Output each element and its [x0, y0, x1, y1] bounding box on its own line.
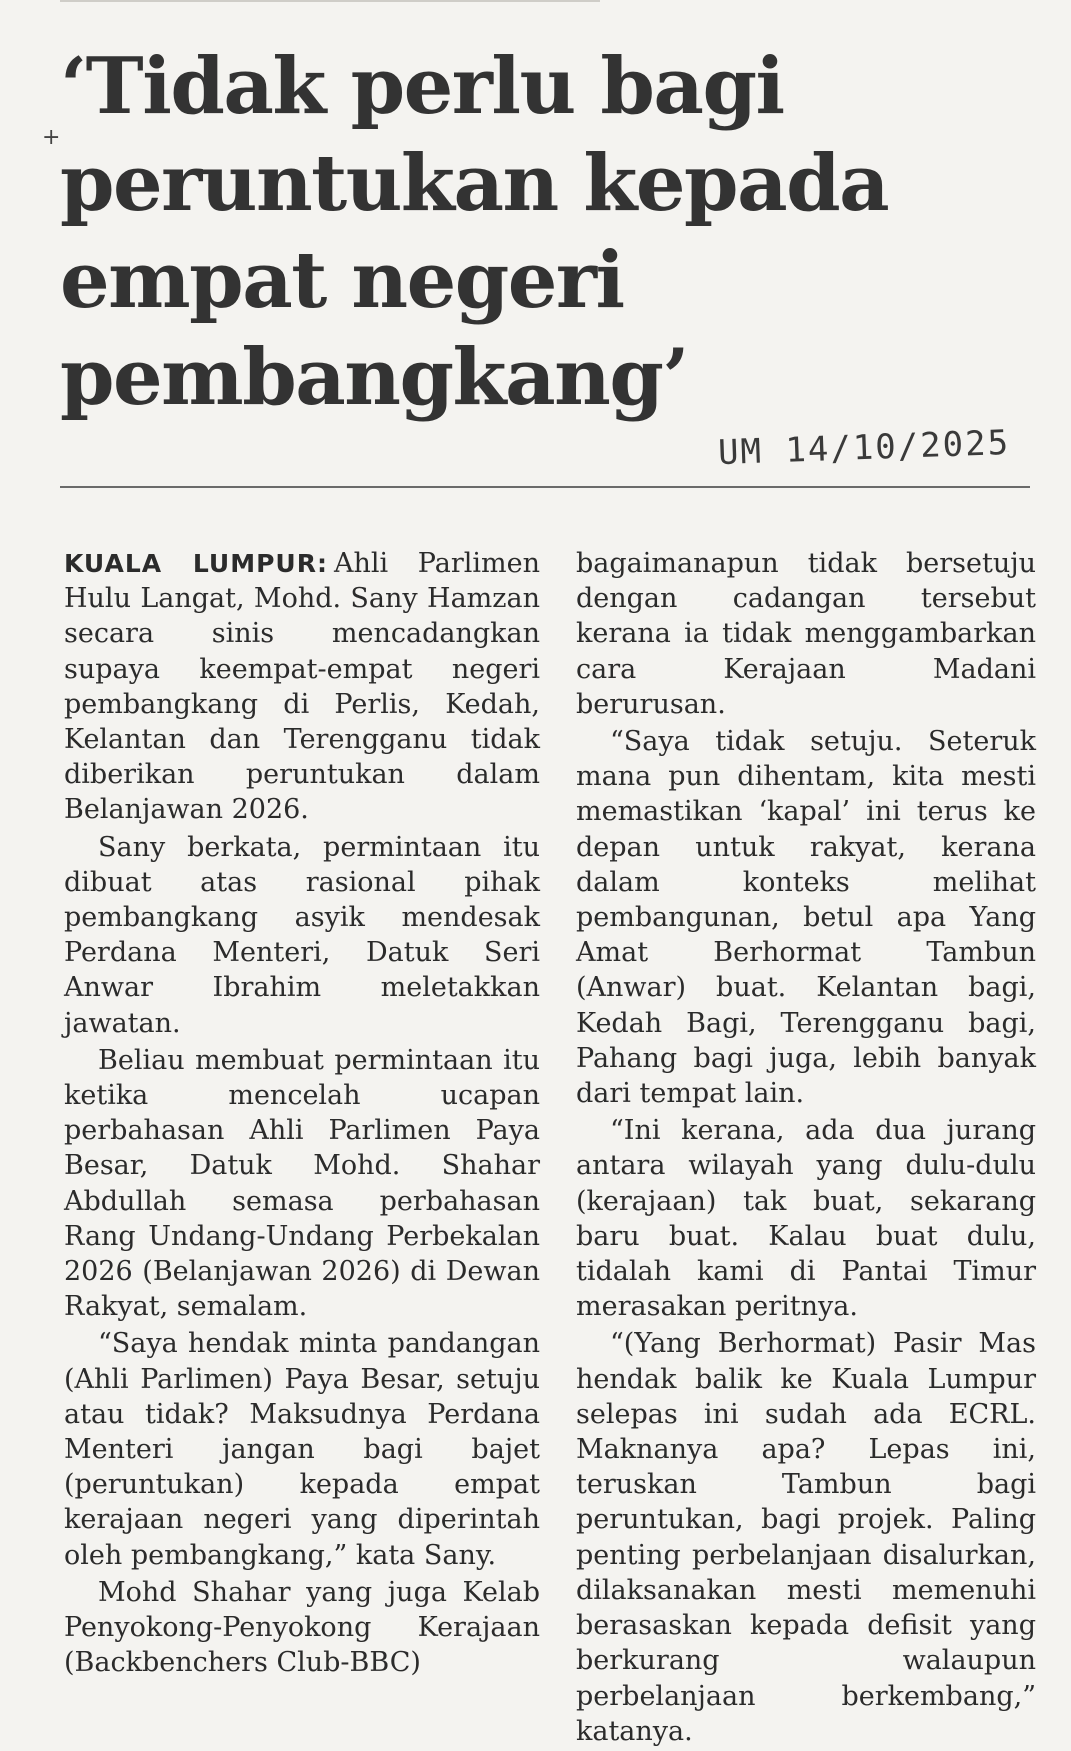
paragraph [64, 546, 540, 828]
paragraph: Sany berkata, permintaan itu dibuat atas rasional pihak pembangkang asyik mendesak Perdana Menteri, Datuk Seri Anwar Ibrahim meletakkan jawatan. [64, 831, 540, 1039]
paragraph: “Ini kerana, ada dua jurang antara wilayah yang dulu-dulu (kerajaan) tak buat, sekarang baru buat. Kalau buat dulu, tidalah kami di Pantai Timur merasakan peritnya. [576, 1115, 1036, 1323]
paragraph: “Saya tidak setuju. Seteruk mana pun dihentam, kita mesti memastikan ‘kapal’ ini terus ke depan untuk rakyat, kerana dalam konteks melihat pembangunan, betul apa Yang Amat Berhormat Tambun (Anwar) buat. Kelantan bagi, Kedah Bagi, Terengganu bagi, Pahang bagi juga, lebih banyak dari tempat lain. [576, 726, 1036, 1110]
headline-line: peruntukan kepada [60, 138, 889, 229]
paragraph: Mohd Shahar yang juga Kelab Penyokong-Penyokong Kerajaan (Backbenchers Club-BBC) [64, 1576, 540, 1679]
paragraph: Beliau membuat permintaan itu ketika mencelah ucapan perbahasan Ahli Parlimen Paya Besar, Datuk Mohd. Shahar Abdullah semasa perbahasan Rang Undang-Undang Perbekalan 2026 (Belanjawan 2026) di Dewan Rakyat, semalam. [64, 1044, 540, 1323]
paragraph: “Saya hendak minta pandangan (Ahli Parlimen) Paya Besar, setuju atau tidak? Maksudnya Perdana Menteri jangan bagi bajet (peruntukan) kepada empat kerajaan negeri yang diperintah oleh pembangkang,” kata Sany. [64, 1328, 540, 1571]
headline-line: pembangkang’ [60, 332, 689, 423]
registration-mark-icon: + [42, 125, 61, 150]
headline-divider [60, 486, 1030, 488]
headline [60, 38, 1020, 426]
paragraph: bagaimanapun tidak bersetuju dengan cadangan tersebut kerana ia tidak menggambarkan cara Kerajaan Madani berurusan. [576, 548, 1036, 720]
dateline: KUALA LUMPUR: [64, 549, 328, 578]
right-column [576, 546, 1036, 1751]
handwritten-date: UM 14/10/2025 [717, 422, 1011, 474]
paragraph: “(Yang Berhormat) Pasir Mas hendak balik ke Kuala Lumpur selepas ini sudah ada ECRL. Maknanya apa? Lepas ini, teruskan Tambun bagi peruntukan, bagi projek. Paling penting perbelanjaan disalurkan, dilaksanakan mesti memenuhi berasaskan kepada defisit yang berkurang walaupun perbelanjaan berkembang,” katanya. [576, 1328, 1036, 1747]
left-column [64, 546, 540, 1683]
headline-line: ‘Tidak perlu bagi [60, 41, 784, 132]
headline-line: empat negeri [60, 235, 624, 326]
paragraph-text: Ahli Parlimen Hulu Langat, Mohd. Sany Hamzan secara sinis mencadangkan supaya keempat-empat negeri pembangkang di Perlis, Kedah, Kelantan dan Terengganu tidak diberikan peruntukan dalam Belanjawan 2026. [64, 548, 540, 826]
top-rule [60, 0, 600, 2]
